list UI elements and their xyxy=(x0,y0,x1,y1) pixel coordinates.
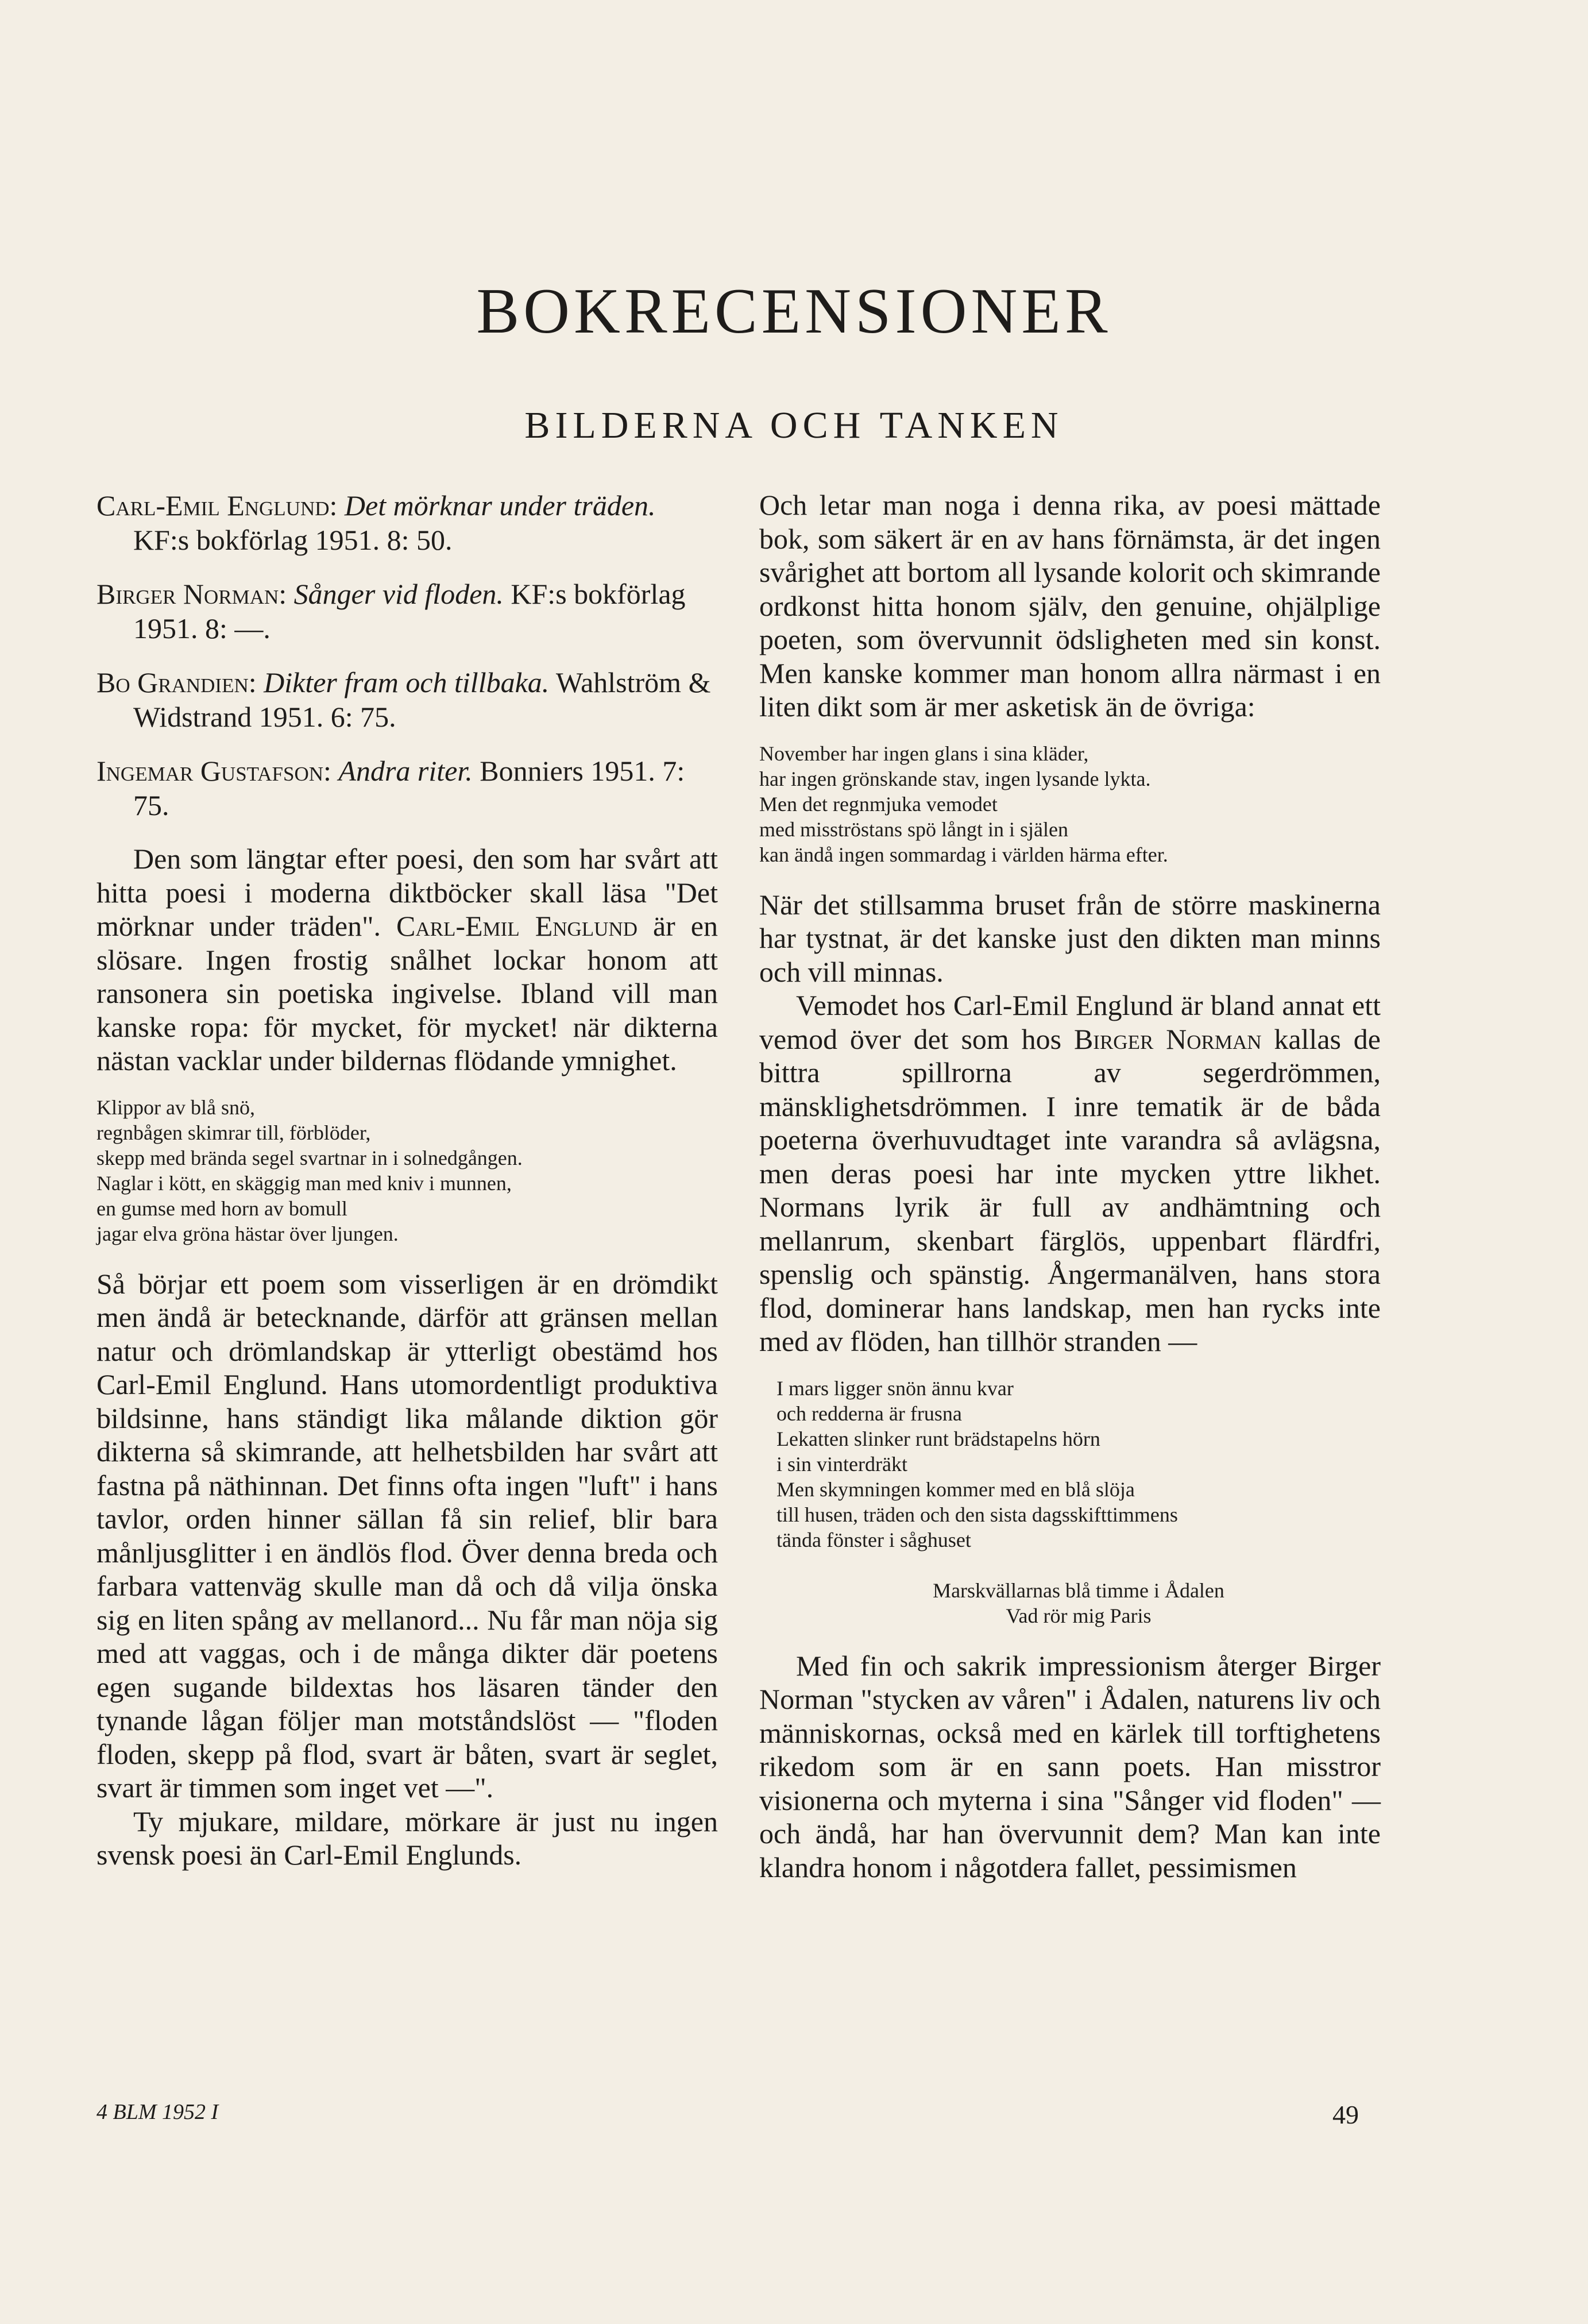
author-name: Carl-Emil Englund xyxy=(396,910,637,942)
author-first: Ingemar xyxy=(96,755,194,787)
biblio-entry: Birger Norman: Sånger vid floden. KF:s bokförlag 1951. 8: —. xyxy=(96,578,686,644)
paragraph: Så börjar ett poem som visserligen är en drömdikt men ändå är betecknande, därför att gränsen mellan natur och drömlandskap är ytterligt obestämd hos Carl-Emil Englund. Hans utomordentligt produktiva bildsinne, hans ständigt lika målande diktion gör dikterna så skimrande, att helhetsbilden har svårt att fastna på näthinnan. Det finns ofta ingen "luft" i hans tavlor, orden hinner sällan få sin relief, blir bara månljusglitter i en ändlös flod. Över denna breda och farbara vattenväg skulle man då och då vilja önska sig en liten spång av mellanord... Nu får man nöja sig med att vaggas, och i de många dikter där poetens egen sugande bildextas hos läsaren tänder den tynande lågan följer man motståndslöst — "floden floden, skepp på flod, svart är båten, svart är seglet, svart är timmen som inget vet —". xyxy=(96,1267,718,1804)
text-run: kallas de bittra spillrorna av segerdrömmen, mänsklighetsdrömmen. I inre tematik är de båda poeterna överhuvudtaget inte varandra så avlägsna, men deras poesi har inte mycken yttre likhet. Normans lyrik är full av andhämtning och mellanrum, skenbart färglös, uppenbart flärdfri, spenslig och spänstig. Ångermanälven, hans stora flod, dominerar hans landskap, men han rycks inte med av flöden, han tillhör stranden — xyxy=(759,1022,1381,1357)
text-run: är en slösare. Ingen frostig snålhet lockar honom att ransonera sin poetiska ingivelse. Ibland vill man kanske ropa: för mycket, för mycket! när dikterna nästan vacklar under bildernas flödande ymnighet. xyxy=(96,910,718,1076)
left-column xyxy=(96,488,718,1872)
book-title: Sånger vid floden. xyxy=(293,578,504,610)
biblio-entry: Ingemar Gustafson: Andra riter. Bonniers 1951. 7: 75. xyxy=(96,755,685,821)
poem-line: Naglar i kött, en skäggig man med kniv i munnen, xyxy=(96,1171,512,1195)
signature-mark: 4 BLM 1952 I xyxy=(96,2100,219,2124)
publisher: Bonniers 1951. 7: 75. xyxy=(133,755,685,821)
author-last: Grandien xyxy=(137,666,249,698)
poem-excerpt xyxy=(96,1095,718,1246)
poem-line: har ingen grönskande stav, ingen lysande lykta. xyxy=(759,767,1151,790)
page-number: 49 xyxy=(1332,2100,1359,2129)
paragraph xyxy=(759,989,1381,1358)
paragraph: Ty mjukare, mildare, mörkare är just nu ingen svensk poesi än Carl-Emil Englunds. xyxy=(96,1805,718,1871)
poem-line: till husen, träden och den sista dagsskifttimmens xyxy=(776,1503,1178,1526)
poem-line: Klippor av blå snö, xyxy=(96,1095,255,1119)
poem-line: November har ingen glans i sina kläder, xyxy=(759,742,1089,765)
poem-line: kan ändå ingen sommardag i världen härma efter. xyxy=(759,843,1168,866)
poem-line: Men skymningen kommer med en blå slöja xyxy=(776,1477,1135,1501)
book-title: Dikter fram och tillbaka. xyxy=(264,666,550,698)
biblio-entry: Carl-Emil Englund: Det mörknar under träden. KF:s bokförlag 1951. 8: 50. xyxy=(96,489,656,556)
author-first: Birger xyxy=(96,578,176,610)
poem-line: med misströstans spö långt in i själen xyxy=(759,817,1068,841)
author-last: Gustafson xyxy=(200,755,324,787)
poem-line: Marskvällarnas blå timme i Ådalen xyxy=(933,1578,1224,1602)
author-last: Norman xyxy=(183,578,279,610)
poem-line: skepp med brända segel svartnar in i solnedgången. xyxy=(96,1146,523,1169)
author-first: Carl-Emil xyxy=(96,489,220,522)
poem-line: I mars ligger snön ännu kvar xyxy=(776,1376,1014,1400)
paragraph: Och letar man noga i denna rika, av poesi mättade bok, som säkert är en av hans förnämsta, är det ingen svårighet att bortom all lysande kolorit och skimrande ordkonst hitta honom själv, den genuine, ohjälplige poeten, som övervunnit ödsligheten med sin konst. Men kanske kommer man honom allra närmast i en liten dikt som är mer asketisk än de övriga: xyxy=(759,489,1381,723)
author-first: Bo xyxy=(96,666,130,698)
publisher: KF:s bokförlag 1951. 8: —. xyxy=(133,578,686,644)
poem-line: tända fönster i såghuset xyxy=(776,1528,971,1551)
publisher: Wahlström & Widstrand 1951. 6: 75. xyxy=(133,666,711,733)
poem-line: Vad rör mig Paris xyxy=(1006,1604,1152,1627)
poem-excerpt xyxy=(759,741,1381,867)
text-run: Vemodet hos Carl-Emil Englund är bland annat ett vemod över det som hos xyxy=(759,989,1381,1055)
biblio-entry: Bo Grandien: Dikter fram och tillbaka. Wahlström & Widstrand 1951. 6: 75. xyxy=(96,666,711,733)
publisher: KF:s bokförlag 1951. 8: 50. xyxy=(133,524,453,556)
book-title: Det mörknar under träden. xyxy=(344,489,656,522)
paragraph: Med fin och sakrik impressionism återger Birger Norman "stycken av våren" i Ådalen, naturens liv och människornas, också med en kärlek till torftighetens rikedom som är en sann poets. Han misstror visionerna och myterna i sina "Sånger vid floden" — och ändå, har han övervunnit dem? Man kan inte klandra honom i någotdera fallet, pessimismen xyxy=(759,1649,1381,1883)
poem-line: och redderna är frusna xyxy=(776,1402,962,1425)
paragraph xyxy=(96,842,718,1078)
poem-line: jagar elva gröna hästar över ljungen. xyxy=(96,1222,399,1245)
poem-line: regnbågen skimrar till, förblöder, xyxy=(96,1121,371,1144)
stanza-break xyxy=(776,1553,1381,1578)
book-title: Andra riter. xyxy=(338,755,473,787)
section-title: BILDERNA OCH TANKEN xyxy=(524,404,1064,446)
author-name: Birger Norman xyxy=(1073,1022,1262,1055)
poem-line: en gumse med horn av bomull xyxy=(96,1196,347,1220)
poem-line: i sin vinterdräkt xyxy=(776,1452,907,1476)
page-title: BOKRECENSIONER xyxy=(476,276,1112,347)
author-last: Englund xyxy=(227,489,330,522)
right-column xyxy=(759,488,1381,1884)
poem-line: Men det regnmjuka vemodet xyxy=(759,792,998,816)
text-run: Den som längtar efter poesi, den som har svårt att hitta poesi i moderna diktböcker skall läsa "Det mörknar under träden". xyxy=(96,843,718,942)
poem-excerpt xyxy=(759,1376,1381,1628)
poem-line: Lekatten slinker runt brädstapelns hörn xyxy=(776,1427,1100,1450)
paragraph: När det stillsamma bruset från de större maskinerna har tystnat, är det kanske just den dikten man minns och vill minnas. xyxy=(759,888,1381,988)
